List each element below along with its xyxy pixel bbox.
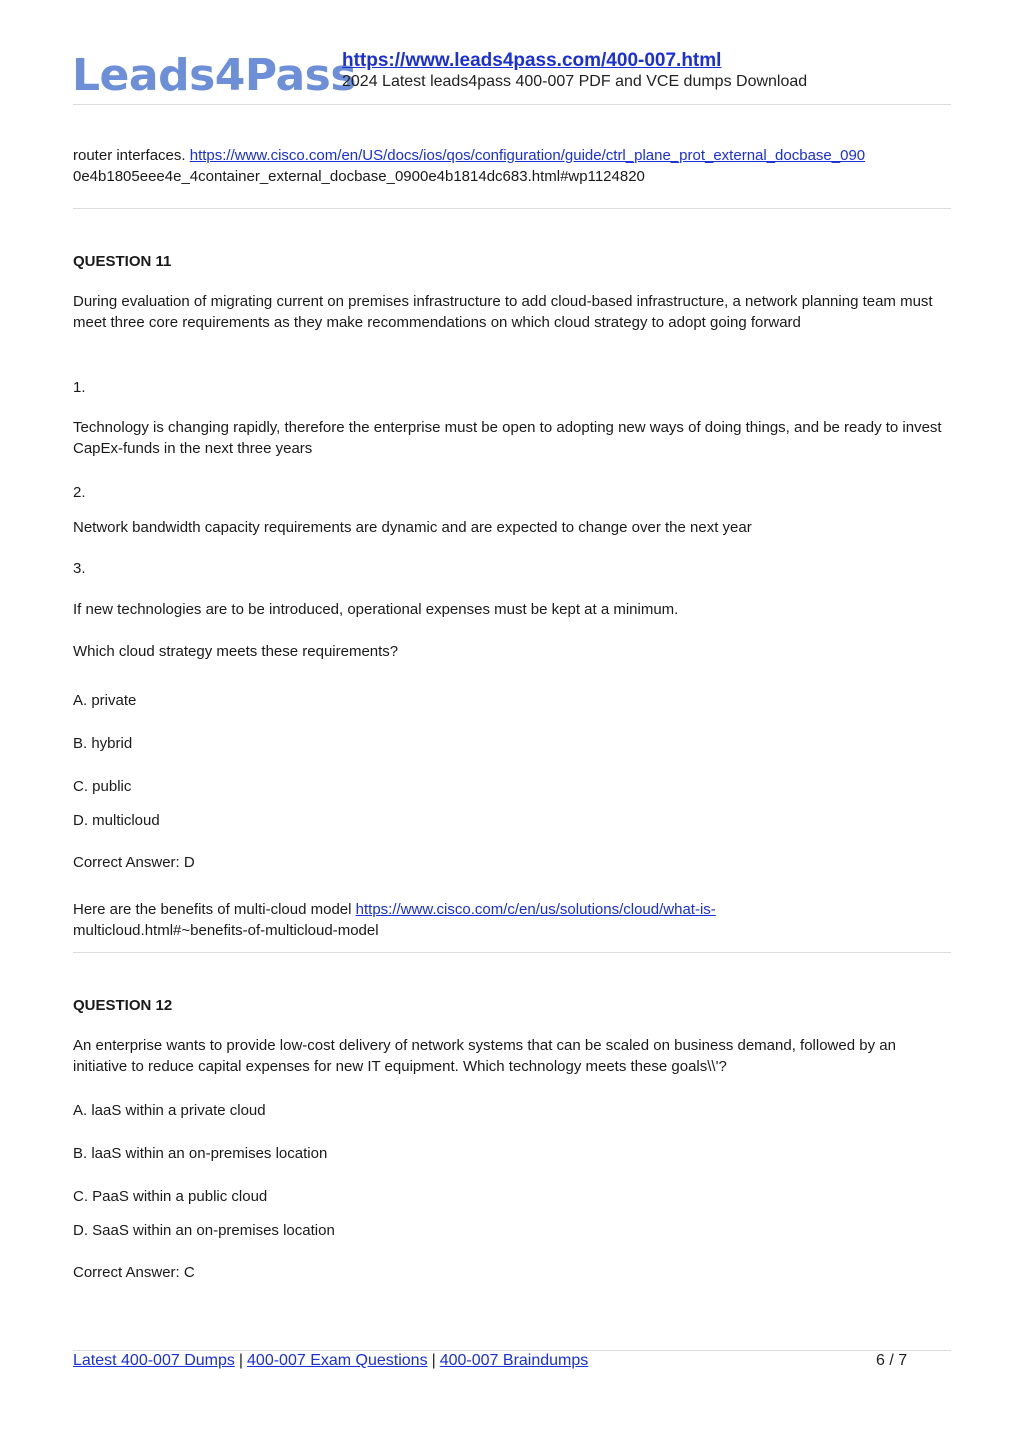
q11-explanation-line-1 [73, 899, 953, 920]
footer-latest-dumps-link[interactable]: Latest 400-007 Dumps [73, 1352, 235, 1369]
q11-explanation-line-2: multicloud.html#~benefits-of-multicloud-model [73, 922, 379, 939]
requirement-1-number: 1. [73, 379, 86, 396]
question-11-body: During evaluation of migrating current on premises infrastructure to add cloud-based infrastructure, a network planning team must meet three core requirements as they make recommendations on which cloud strategy to adopt going forward [73, 293, 933, 331]
requirement-3-text: If new technologies are to be introduced, operational expenses must be kept at a minimum. [73, 601, 679, 618]
requirement-2-number: 2. [73, 484, 86, 501]
leads4pass-logo: Leads4Pass [72, 50, 357, 101]
header-divider [73, 104, 951, 105]
q11-multicloud-link[interactable]: https://www.cisco.com/c/en/us/solutions/cloud/what-is- [355, 901, 716, 918]
q11-option-a: A. private [73, 692, 137, 709]
footer-exam-questions-link[interactable]: 400-007 Exam Questions [247, 1352, 428, 1369]
page-number: 6 / 7 [876, 1352, 908, 1369]
question-11-title: QUESTION 11 [73, 253, 172, 270]
q12-option-c: C. PaaS within a public cloud [73, 1188, 268, 1205]
requirement-1-text: Technology is changing rapidly, therefore the enterprise must be open to adopting new ways of doing things, and be ready to invest CapEx-funds in the next three years [73, 419, 942, 457]
q12-correct-answer: Correct Answer: C [73, 1264, 195, 1281]
q12-option-a: A. laaS within a private cloud [73, 1102, 266, 1119]
section-divider [73, 952, 951, 953]
section-divider [73, 208, 951, 209]
footer-separator: | [431, 1352, 436, 1369]
footer-divider [73, 1350, 951, 1351]
footer-separator: | [238, 1352, 244, 1369]
q11-explanation-prefix: Here are the benefits of multi-cloud model [73, 901, 352, 918]
q12-option-b: B. laaS within an on-premises location [73, 1145, 328, 1162]
q11-option-b: B. hybrid [73, 735, 133, 752]
intro-line-2: 0e4b1805eee4e_4container_external_docbase_0900e4b1814dc683.html#wp1124820 [73, 168, 645, 185]
footer-braindumps-link[interactable]: 400-007 Braindumps [439, 1352, 589, 1369]
q11-option-c: C. public [73, 778, 132, 795]
q11-option-d: D. multicloud [73, 812, 160, 829]
requirement-3-number: 3. [73, 560, 86, 577]
header-url-link[interactable]: https://www.leads4pass.com/400-007.html [342, 50, 722, 71]
question-12-body: An enterprise wants to provide low-cost delivery of network systems that can be scaled on business demand, followed by an initiative to reduce capital expenses for new IT equipment. Which technology meets these goals\\'? [73, 1037, 896, 1075]
footer-links [73, 1352, 588, 1370]
q12-option-d: D. SaaS within an on-premises location [73, 1222, 335, 1239]
intro-line-1 [73, 145, 953, 166]
q11-correct-answer: Correct Answer: D [73, 854, 195, 871]
intro-cisco-link[interactable]: https://www.cisco.com/en/US/docs/ios/qos/configuration/guide/ctrl_plane_prot_external_docbase_090 [189, 147, 866, 164]
requirement-2-text: Network bandwidth capacity requirements are dynamic and are expected to change over the next year [73, 519, 752, 536]
header-subtitle: 2024 Latest leads4pass 400-007 PDF and VCE dumps Download [342, 73, 808, 90]
question-12-title: QUESTION 12 [73, 997, 173, 1014]
intro-prefix: router interfaces. [73, 147, 186, 164]
question-11-prompt: Which cloud strategy meets these requirements? [73, 643, 399, 660]
